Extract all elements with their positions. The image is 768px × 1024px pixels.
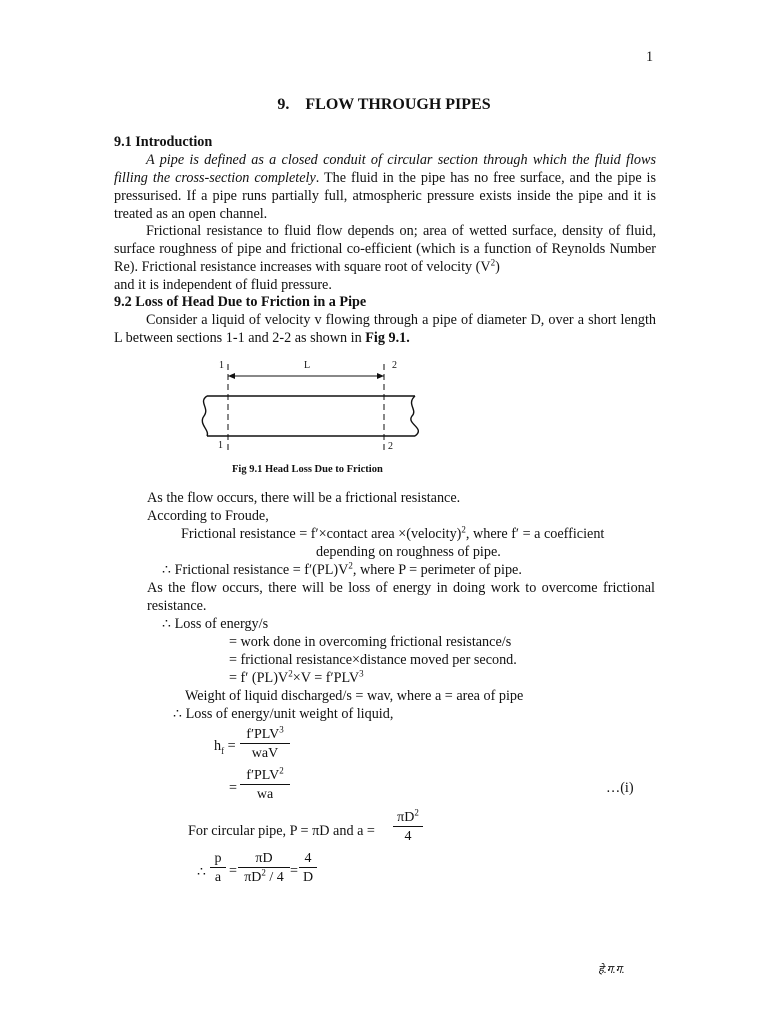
friction-paragraph <box>114 222 656 276</box>
energy-step-2: = frictional resistance×distance moved per second. <box>229 652 517 668</box>
friction-paren: ) <box>495 259 500 275</box>
fraction-6-denominator: D <box>299 867 317 886</box>
froude-equation <box>181 525 604 543</box>
energy-step-3-a: = f′ (PL)V <box>229 670 289 686</box>
fraction-3 <box>393 807 423 845</box>
energy-step-3-b: ×V = f′PLV <box>292 670 360 686</box>
friction-paragraph-line2: and it is independent of fluid pressure. <box>114 277 332 293</box>
intro-paragraph <box>114 151 656 223</box>
pipe-figure <box>196 356 428 456</box>
pipe-left-break <box>202 396 207 436</box>
footer-mark: हे.ग.ग. <box>598 964 625 976</box>
fraction-5 <box>238 851 290 886</box>
fraction-2-num-text: f′PLV <box>246 768 280 783</box>
figure-caption: Fig 9.1 Head Loss Due to Friction <box>232 464 383 475</box>
fig-label-L: L <box>304 360 311 371</box>
fraction-3-num-text: πD <box>397 810 415 825</box>
second-equals: = <box>229 780 238 796</box>
fraction-2-num-sup: 2 <box>279 765 284 776</box>
froude-exponent: 2 <box>461 524 466 535</box>
fraction-4-numerator: p <box>214 851 222 866</box>
fraction-3-num-sup: 2 <box>414 807 419 818</box>
fraction-6-numerator: 4 <box>304 851 312 866</box>
fraction-6 <box>299 851 317 886</box>
fraction-1-num-text: f′PLV <box>246 727 280 742</box>
fig-reference: Fig 9.1. <box>365 330 410 346</box>
fraction-5-denominator <box>238 867 290 886</box>
head-loss-symbol <box>214 737 236 760</box>
fraction-5-den-tail: / 4 <box>265 870 284 885</box>
length-arrow-right-head <box>377 373 384 379</box>
weight-discharged: Weight of liquid discharged/s = wav, where a = area of pipe <box>185 688 524 704</box>
fig-label-2-top: 2 <box>392 360 397 371</box>
energy-loss-paragraph: As the flow occurs, there will be loss of energy in doing work to overcome frictional resistance. <box>147 580 655 614</box>
fraction-4-denominator: a <box>210 867 226 886</box>
equals-a: = <box>229 863 238 879</box>
head-loss-paragraph-text: Consider a liquid of velocity v flowing through a pipe of diameter D, over a short length L between sections 1-1 and 2-2 as shown in <box>114 312 656 346</box>
fraction-3-denominator: 4 <box>393 826 423 845</box>
energy-step-3-sup2: 3 <box>359 668 364 679</box>
fraction-2 <box>240 765 290 803</box>
fig-label-1-bottom: 1 <box>218 440 223 451</box>
pipe-right-break <box>411 396 419 436</box>
fig-label-2-bottom: 2 <box>388 441 393 452</box>
fraction-4 <box>210 851 226 886</box>
fraction-1 <box>240 724 290 762</box>
loss-of-energy-label: ∴ Loss of energy/s <box>162 616 269 632</box>
intro-paragraph-rest: . The fluid in the pipe has no free surface, and the pipe is pressurised. If a pipe runs partially full, atmospheric pressure exists inside the pipe and it is treated as an open channel. <box>114 170 657 222</box>
section-heading-introduction: 9.1 Introduction <box>114 134 213 150</box>
derivation-line-2: According to Froude, <box>147 508 269 524</box>
friction-paragraph-text: Frictional resistance to fluid flow depends on; area of wetted surface, density of fluid, surface roughness of pipe and frictional co-efficient (which is a function of Reynolds Number Re). Frictional resistance increases with square root of velocity (V <box>114 223 656 275</box>
circular-pipe-text: For circular pipe, P = πD and a = <box>188 823 375 839</box>
energy-step-1: = work done in overcoming frictional resistance/s <box>229 634 512 650</box>
therefore-symbol: ∴ <box>197 864 207 880</box>
friction-exponent: 2 <box>490 257 496 268</box>
pipe-definition: A pipe is defined as a closed conduit of circular section through which the fluid flows filling the cross-section completely <box>114 152 656 186</box>
frictional-resistance-equation <box>162 561 522 579</box>
hf-letter: h <box>214 738 222 754</box>
fraction-1-numerator <box>240 724 290 743</box>
equation-tag: …(i) <box>606 780 634 796</box>
energy-per-weight-label: ∴ Loss of energy/unit weight of liquid, <box>173 706 394 722</box>
hf-equals: = <box>227 738 236 754</box>
fraction-2-denominator: wa <box>240 784 290 803</box>
fr-eq-exponent: 2 <box>348 560 353 571</box>
fraction-5-den-sup: 2 <box>261 867 266 878</box>
head-loss-paragraph <box>114 311 656 347</box>
page-number: 1 <box>646 49 654 65</box>
fraction-2-numerator <box>240 765 290 784</box>
hf-subscript: f <box>221 745 225 756</box>
energy-step-3-sup1: 2 <box>288 668 293 679</box>
section-heading-head-loss: 9.2 Loss of Head Due to Friction in a Pipe <box>114 294 367 310</box>
froude-equation-b: , where f′ = a coefficient <box>465 526 605 542</box>
froude-note: depending on roughness of pipe. <box>316 544 501 560</box>
froude-equation-a: Frictional resistance = f′×contact area ×(velocity) <box>181 526 462 542</box>
fraction-3-numerator <box>393 807 423 826</box>
derivation-line-1: As the flow occurs, there will be a frictional resistance. <box>147 490 461 506</box>
fraction-1-num-sup: 3 <box>279 724 284 735</box>
fraction-5-den-text: πD <box>244 870 262 885</box>
fraction-1-denominator: waV <box>240 743 290 762</box>
chapter-title: 9. FLOW THROUGH PIPES <box>277 96 491 113</box>
equals-b: = <box>290 863 299 879</box>
length-arrow-left-head <box>228 373 235 379</box>
fig-label-1-top: 1 <box>219 360 224 371</box>
energy-step-3 <box>229 669 364 687</box>
fr-eq-b: , where P = perimeter of pipe. <box>352 562 522 578</box>
fraction-5-numerator: πD <box>255 851 273 866</box>
fr-eq-a: ∴ Frictional resistance = f′(PL)V <box>162 562 349 578</box>
